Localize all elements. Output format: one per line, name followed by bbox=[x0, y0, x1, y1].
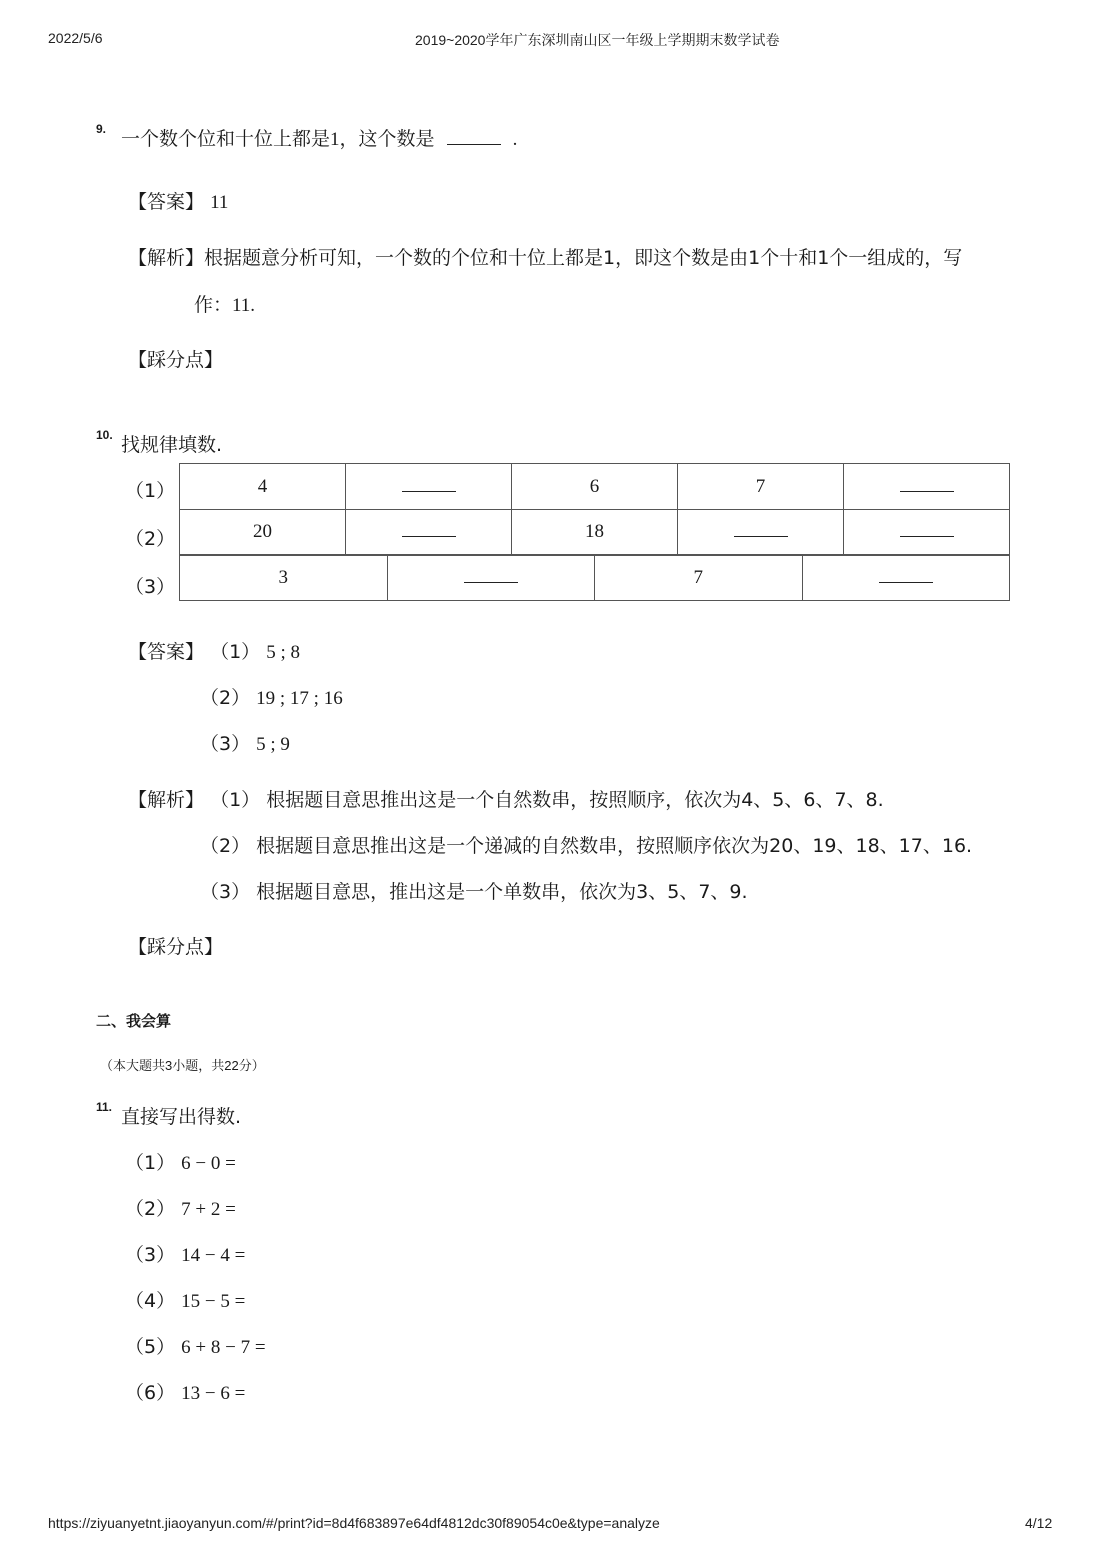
pattern-row-1 bbox=[179, 463, 1010, 510]
section-subtitle: （本大题共3小题，共22分） bbox=[100, 1058, 265, 1073]
question-text bbox=[121, 124, 517, 151]
list-item bbox=[125, 1240, 245, 1267]
analysis-row bbox=[128, 785, 884, 812]
item-label: （4） bbox=[125, 1290, 176, 1312]
list-item bbox=[125, 1332, 266, 1359]
table-cell-blank bbox=[387, 555, 595, 601]
answer-value: 5 ; 9 bbox=[256, 734, 290, 755]
answer-sub-label: （3） bbox=[200, 733, 251, 755]
math-expression: 13 − 6 = bbox=[181, 1383, 246, 1404]
page-url: https://ziyuanyetnt.jiaoyanyun.com/#/print?id=8d4f683897e64df4812dc30f89054c0e&type=analyze bbox=[48, 1515, 660, 1531]
row-label: （1） bbox=[125, 480, 176, 502]
item-label: （5） bbox=[125, 1336, 176, 1358]
analysis-label: 【解析】 bbox=[128, 789, 205, 811]
table-cell: 6 bbox=[512, 464, 678, 510]
table-cell: 4 bbox=[180, 464, 346, 510]
analysis-text: 根据题意分析可知，一个数的个位和十位上都是1，即这个数是由1个十和1个一组成的，写 bbox=[204, 247, 963, 269]
analysis-sub-label: （3） bbox=[200, 881, 251, 903]
item-label: （2） bbox=[125, 1198, 176, 1220]
page-number: 4/12 bbox=[1025, 1515, 1053, 1531]
answer-label: 【答案】 bbox=[128, 191, 205, 213]
math-expression: 6 − 0 = bbox=[181, 1153, 236, 1174]
math-expression: 15 − 5 = bbox=[181, 1291, 246, 1312]
answer-sub-label: （2） bbox=[200, 687, 251, 709]
answer-sub-label: （1） bbox=[210, 641, 261, 663]
document-title: 2019~2020学年广东深圳南山区一年级上学期期末数学试卷 bbox=[415, 32, 780, 48]
answer-value: 19 ; 17 ; 16 bbox=[256, 688, 343, 709]
analysis-sub-label: （2） bbox=[200, 835, 251, 857]
analysis-text: 根据题目意思推出这是一个递减的自然数串，按照顺序依次为20、19、18、17、16. bbox=[256, 835, 973, 857]
item-label: （6） bbox=[125, 1382, 176, 1404]
table-cell-blank bbox=[346, 509, 512, 555]
table-cell: 20 bbox=[180, 509, 346, 555]
item-label: （1） bbox=[125, 1152, 176, 1174]
pattern-row-3 bbox=[179, 554, 1010, 601]
analysis-value: 11. bbox=[232, 295, 256, 316]
table-cell: 7 bbox=[595, 555, 803, 601]
math-expression: 7 + 2 = bbox=[181, 1199, 236, 1220]
table-cell-blank bbox=[844, 464, 1010, 510]
analysis-row bbox=[200, 877, 748, 904]
analysis-row bbox=[128, 243, 962, 270]
pattern-table bbox=[179, 463, 1010, 601]
answer-label: 【答案】 bbox=[128, 641, 205, 663]
answer-row bbox=[128, 187, 228, 214]
question-text: 直接写出得数. bbox=[121, 1106, 242, 1128]
table-cell-blank bbox=[802, 555, 1010, 601]
list-item bbox=[125, 1148, 236, 1175]
table-cell: 18 bbox=[512, 509, 678, 555]
question-text-prefix: 一个数个位和十位上都是 bbox=[121, 128, 331, 150]
analysis-row bbox=[200, 831, 972, 858]
analysis-text: 根据题目意思，推出这是一个单数串，依次为3、5、7、9. bbox=[256, 881, 748, 903]
question-number: 9. bbox=[96, 122, 107, 136]
pattern-row-2 bbox=[179, 509, 1010, 556]
answer-row bbox=[200, 683, 343, 710]
row-label: （2） bbox=[125, 528, 176, 550]
answer-row bbox=[128, 637, 300, 664]
question-digit: 1 bbox=[330, 129, 340, 150]
print-date: 2022/5/6 bbox=[48, 30, 103, 46]
scoring-points-label: 【踩分点】 bbox=[128, 936, 224, 958]
question-number: 11. bbox=[96, 1100, 113, 1114]
table-cell: 7 bbox=[678, 464, 844, 510]
analysis-continuation bbox=[194, 290, 255, 317]
question-number: 10. bbox=[96, 428, 113, 442]
question-end: . bbox=[512, 129, 518, 150]
row-label: （3） bbox=[125, 576, 176, 598]
list-item bbox=[125, 1286, 245, 1313]
analysis-prefix: 作： bbox=[194, 294, 233, 316]
table-cell-blank bbox=[844, 509, 1010, 555]
math-expression: 6 + 8 − 7 = bbox=[181, 1337, 266, 1358]
question-text: 找规律填数. bbox=[121, 434, 223, 456]
answer-row bbox=[200, 729, 290, 756]
question-text-mid: ，这个数是 bbox=[339, 128, 435, 150]
table-cell-blank bbox=[346, 464, 512, 510]
list-item bbox=[125, 1194, 236, 1221]
answer-value: 11 bbox=[210, 192, 229, 213]
table-cell-blank bbox=[678, 509, 844, 555]
section-title: 二、我会算 bbox=[96, 1013, 172, 1030]
analysis-sub-label: （1） bbox=[210, 789, 261, 811]
analysis-text: 根据题目意思推出这是一个自然数串，按照顺序，依次为4、5、6、7、8. bbox=[266, 789, 884, 811]
answer-value: 5 ; 8 bbox=[266, 642, 300, 663]
item-label: （3） bbox=[125, 1244, 176, 1266]
analysis-label: 【解析】 bbox=[128, 247, 205, 269]
math-expression: 14 − 4 = bbox=[181, 1245, 246, 1266]
table-cell: 3 bbox=[180, 555, 388, 601]
answer-blank bbox=[447, 144, 501, 145]
list-item bbox=[125, 1378, 245, 1405]
scoring-points-label: 【踩分点】 bbox=[128, 349, 224, 371]
